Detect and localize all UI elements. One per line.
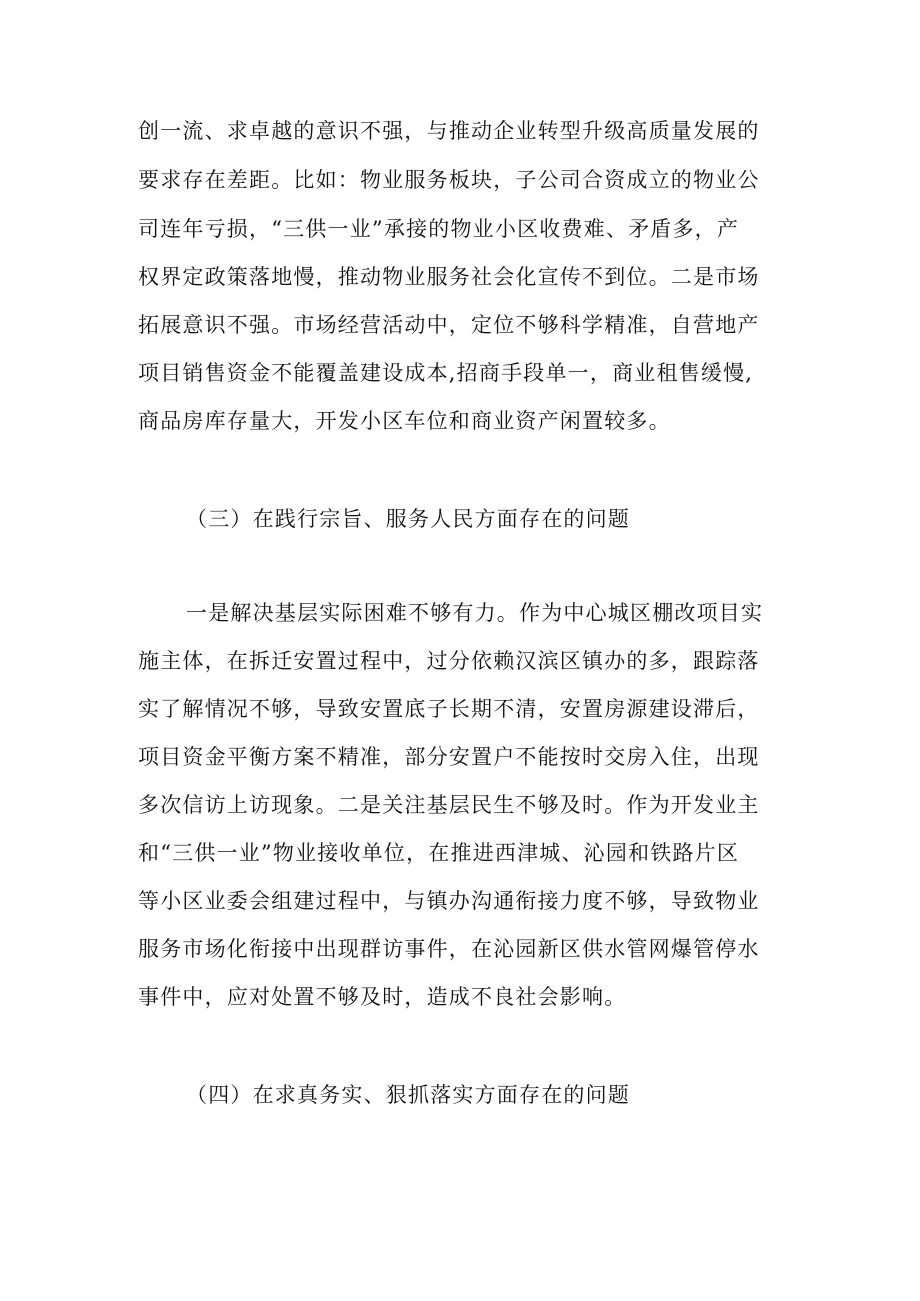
paragraph-line: 施主体，在拆迁安置过程中，过分依赖汉滨区镇办的多，跟踪落	[138, 649, 760, 673]
paragraph-line: 事件中，应对处置不够及时，造成不良社会影响。	[138, 985, 627, 1009]
paragraph-line: 等小区业委会组建过程中，与镇办沟通衔接力度不够，导致物业	[138, 889, 760, 913]
paragraph-line: 商品房库存量大，开发小区车位和商业资产闲置较多。	[138, 409, 671, 433]
paragraph-line: 权界定政策落地慢，推动物业服务社会化宣传不到位。二是市场	[138, 265, 760, 289]
paragraph-line: 一是解决基层实际困难不够有力。作为中心城区棚改项目实	[186, 601, 764, 625]
paragraph-line: 拓展意识不强。市场经营活动中，定位不够科学精准，自营地产	[138, 313, 760, 337]
section-heading: （四）在求真务实、狠抓落实方面存在的问题	[186, 1083, 630, 1107]
paragraph-line: 项目销售资金不能覆盖建设成本,招商手段单一，商业租售缓慢,	[138, 361, 754, 385]
paragraph-line: 要求存在差距。比如：物业服务板块，子公司合资成立的物业公	[138, 168, 760, 192]
paragraph-line: 多次信访上访现象。二是关注基层民生不够及时。作为开发业主	[138, 793, 760, 817]
paragraph-line: 实了解情况不够，导致安置底子长期不清，安置房源建设滞后，	[138, 697, 760, 721]
paragraph-line: 和“三供一业”物业接收单位，在推进西津城、沁园和铁路片区	[138, 841, 740, 865]
paragraph-line: 项目资金平衡方案不精准，部分安置户不能按时交房入住，出现	[138, 745, 760, 769]
section-heading: （三）在践行宗旨、服务人民方面存在的问题	[186, 507, 630, 531]
paragraph-line: 创一流、求卓越的意识不强，与推动企业转型升级高质量发展的	[138, 119, 760, 143]
paragraph-line: 司连年亏损，“三供一业”承接的物业小区收费难、矛盾多，产	[138, 217, 740, 241]
paragraph-line: 服务市场化衔接中出现群访事件，在沁园新区供水管网爆管停水	[138, 937, 760, 961]
